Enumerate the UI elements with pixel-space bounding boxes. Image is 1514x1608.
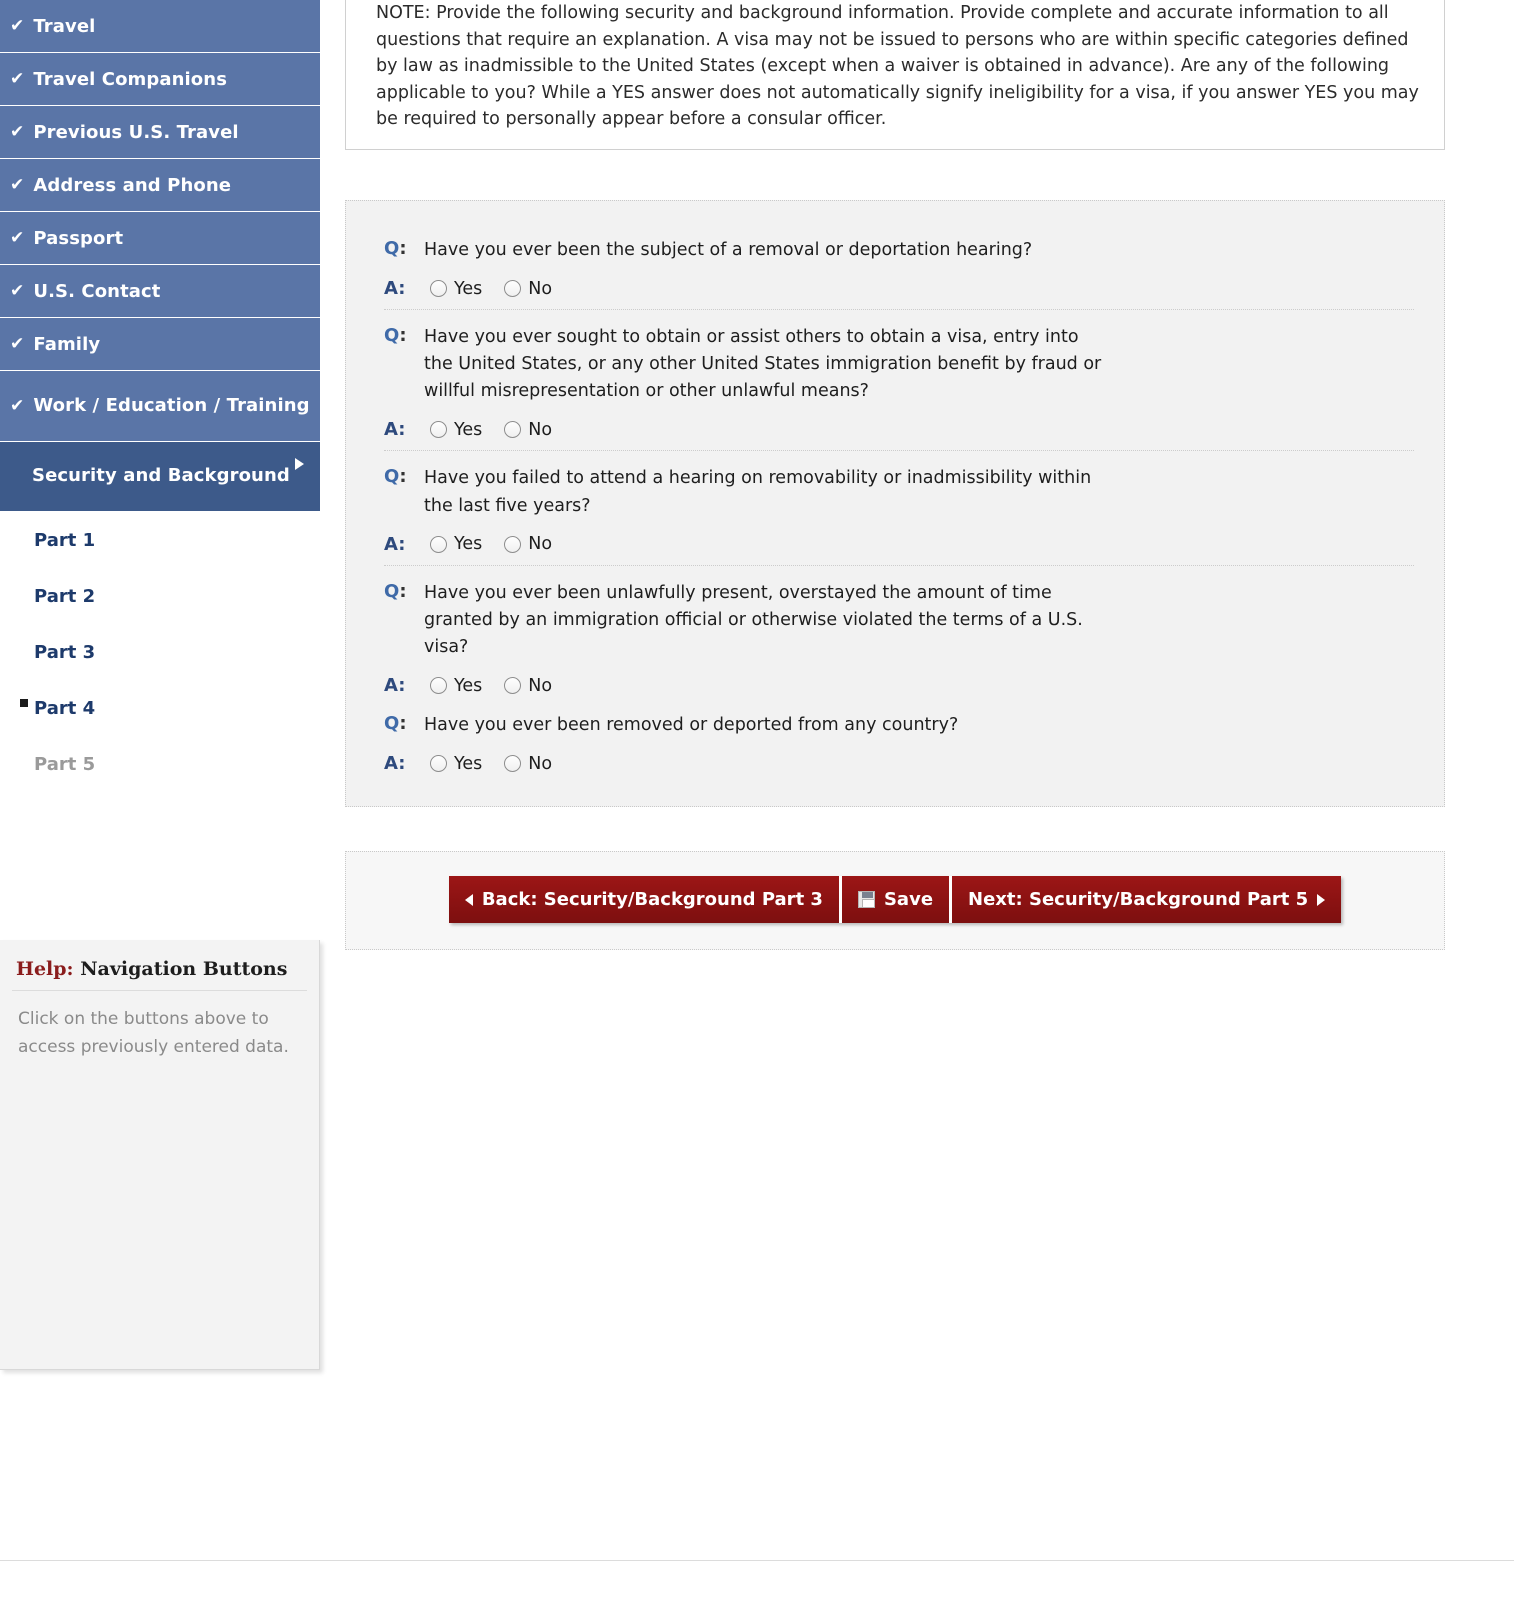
question-text: Have you ever been removed or deported from any country? [424,715,959,736]
question-block [384,698,1414,784]
radio-no-label: No [528,753,553,774]
radio-circle-icon[interactable] [504,755,521,772]
check-icon: ✔ [10,15,25,36]
save-disk-icon [858,891,875,908]
radio-no[interactable] [504,279,552,299]
sidebar-subitem-label: Part 4 [34,697,96,719]
answer-row [384,419,1414,440]
help-title-text: Navigation Buttons [80,958,288,980]
check-icon: ✔ [10,280,25,301]
radio-yes-label: Yes [454,419,483,440]
main-content [345,0,1445,950]
sidebar-item-travel-companions[interactable] [0,53,320,106]
radio-no-label: No [528,675,553,696]
question-marker: Q: [384,580,407,602]
sidebar-item-family[interactable] [0,318,320,371]
answer-row [384,534,1414,555]
sidebar-item-label: Family [33,333,101,355]
radio-circle-icon[interactable] [504,280,521,297]
next-button[interactable] [949,876,1341,923]
sidebar-item-label: Travel Companions [33,68,228,90]
sidebar-item-address-and-phone[interactable] [0,159,320,212]
back-button-label: Back: Security/Background Part 3 [481,889,823,911]
sidebar-item-security-and-background[interactable] [0,442,320,512]
radio-no[interactable] [504,754,552,774]
help-panel [0,940,320,1370]
radio-circle-icon[interactable] [430,421,447,438]
save-button-label: Save [883,889,934,911]
question-marker: Q: [384,466,407,488]
answer-marker: A: [384,419,406,441]
radio-group [430,676,552,696]
question-row [384,580,1414,661]
question-block [384,566,1414,698]
note-text: NOTE: Provide the following security and background information. Provide complete and accurate information to all questions that require an explanation. A visa may not be issued to persons who are within specific categories defined by law as inadmissible to the United States (except when a waiver is obtained in advance). Are any of the following applicable to you? While a YES answer does not automatically signify ineligibility for a visa, if you answer YES you may be required to personally appear before a consular officer. [376,3,1419,130]
radio-circle-icon[interactable] [504,536,521,553]
sidebar-item-passport[interactable] [0,212,320,265]
question-marker: Q: [384,237,407,259]
question-block [384,451,1414,565]
check-icon: ✔ [10,174,25,195]
back-button[interactable] [449,876,839,923]
radio-circle-icon[interactable] [504,421,521,438]
answer-marker: A: [384,533,406,555]
radio-yes-label: Yes [454,534,483,555]
radio-yes[interactable] [430,754,482,774]
radio-group [430,754,552,774]
radio-no[interactable] [504,420,552,440]
note-panel [345,0,1445,150]
question-row [384,465,1414,519]
sidebar-subitem-part-3[interactable] [0,624,320,680]
help-title [0,940,319,990]
triangle-left-icon [465,894,473,906]
question-row [384,324,1414,405]
answer-marker: A: [384,753,406,775]
sidebar-subitem-part-5 [0,736,320,792]
chevron-right-icon [295,458,304,470]
help-title-prefix: Help: [16,958,74,980]
radio-no[interactable] [504,676,552,696]
radio-no[interactable] [504,534,552,554]
radio-yes-label: Yes [454,753,483,774]
question-row [384,237,1414,264]
question-text: Have you ever been the subject of a removal or deportation hearing? [424,239,1033,260]
answer-row [384,278,1414,299]
question-marker: Q: [384,713,407,735]
question-block [384,223,1414,310]
question-text: Have you ever been unlawfully present, overstayed the amount of time granted by an immigration official or otherwise violated the terms of a U.S. visa? [424,582,1083,657]
radio-circle-icon[interactable] [504,677,521,694]
sidebar-subitem-label: Part 5 [34,753,96,775]
check-icon: ✔ [10,333,25,354]
sidebar-subitem-part-4[interactable] [0,680,320,736]
sidebar-subitem-label: Part 3 [34,641,96,663]
sidebar-item-label: Address and Phone [33,174,232,196]
questions-panel [345,200,1445,807]
save-button[interactable] [839,876,949,923]
question-text: Have you ever sought to obtain or assist others to obtain a visa, entry into the United States, or any other United States immigration benefit by fraud or willful misrepresentation or other unlawful means? [424,327,1102,402]
sidebar-item-label: Previous U.S. Travel [33,121,239,143]
radio-circle-icon[interactable] [430,280,447,297]
sidebar-item-label: Security and Background [32,465,290,487]
radio-yes[interactable] [430,420,482,440]
question-row [384,712,1414,739]
help-body: Click on the buttons above to access previously entered data. [18,1009,289,1058]
check-icon: ✔ [10,121,25,142]
question-text: Have you failed to attend a hearing on removability or inadmissibility within the last five years? [424,468,1092,516]
radio-yes[interactable] [430,534,482,554]
answer-row [384,753,1414,774]
sidebar-subitem-part-1[interactable] [0,512,320,568]
radio-yes[interactable] [430,676,482,696]
radio-no-label: No [528,419,553,440]
sidebar-subitem-label: Part 2 [34,585,96,607]
radio-circle-icon[interactable] [430,677,447,694]
sidebar-item-previous-us-travel[interactable] [0,106,320,159]
check-icon: ✔ [10,227,25,248]
radio-group [430,534,552,554]
check-icon: ✔ [10,68,25,89]
answer-row [384,675,1414,696]
sidebar-item-label: Travel [33,15,96,37]
sidebar-item-travel[interactable] [0,0,320,53]
answer-marker: A: [384,278,406,300]
radio-yes-label: Yes [454,278,483,299]
radio-yes-label: Yes [454,675,483,696]
button-bar [449,876,1341,923]
radio-no-label: No [528,534,553,555]
radio-group [430,420,552,440]
radio-no-label: No [528,278,553,299]
page-footer-divider [0,1560,1514,1561]
sidebar [0,0,320,1608]
radio-group [430,279,552,299]
check-icon: ✔ [10,395,25,416]
radio-yes[interactable] [430,279,482,299]
sidebar-item-us-contact[interactable] [0,265,320,318]
next-button-label: Next: Security/Background Part 5 [968,889,1309,911]
navigation-panel [345,851,1445,950]
question-marker: Q: [384,325,407,347]
triangle-right-icon [1317,894,1325,906]
question-block [384,310,1414,451]
sidebar-subitem-label: Part 1 [34,529,96,551]
answer-marker: A: [384,675,406,697]
sidebar-item-label: U.S. Contact [33,280,161,302]
sidebar-item-label: Work / Education / Training [33,394,310,416]
sidebar-subitem-part-2[interactable] [0,568,320,624]
sidebar-item-work-education-training[interactable] [0,371,320,442]
radio-circle-icon[interactable] [430,536,447,553]
sidebar-item-label: Passport [33,227,124,249]
radio-circle-icon[interactable] [430,755,447,772]
